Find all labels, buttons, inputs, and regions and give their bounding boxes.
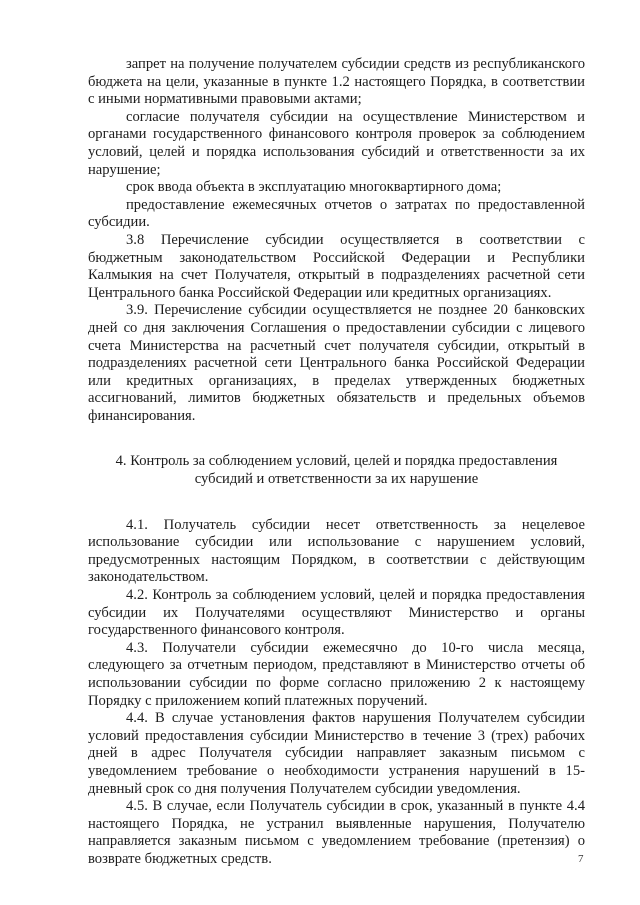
paragraph-4-5: 4.5. В случае, если Получатель субсидии в срок, указанный в пункте 4.4 настоящего Порядка, не устранил выявленные нарушения, Получателю направляется заказным письмом с уведомлением требование (претензия) о возврате бюджетных средств. — [88, 798, 585, 867]
paragraph-4-4: 4.4. В случае установления фактов нарушения Получателем субсидии условий предоставления субсидии Министерство в течение 3 (трех) рабочих дней в адрес Получателя субсидии направляет заказным письмом с уведомлением требование о необходимости устранения нарушений в 15-дневный срок со дня получения Получателем субсидии уведомления. — [88, 710, 585, 797]
paragraph-3-8: 3.8 Перечисление субсидии осуществляется в соответствии с бюджетным законодательством Российской Федерации и Республики Калмыкия на счет Получателя, открытый в подразделениях расчетной сети Центрального банка Российской Федерации или кредитных организациях. — [88, 231, 585, 301]
paragraph-4-1: 4.1. Получатель субсидии несет ответственность за нецелевое использование субсидии или использование с нарушением условий, предусмотренных настоящим Порядком, в соответствии с действующим законодательством. — [88, 516, 585, 586]
section-heading: 4. Контроль за соблюдением условий, целей и порядка предоставления субсидий и ответственности за их нарушение — [115, 453, 558, 488]
paragraph: согласие получателя субсидии на осуществление Министерством и органами государственного финансового контроля проверок за соблюдением условий, целей и порядка использования субсидий и ответственности за их нарушение; — [88, 108, 585, 178]
document-body — [88, 56, 585, 869]
page-number: 7 — [578, 853, 584, 865]
paragraph: запрет на получение получателем субсидии средств из республиканского бюджета на цели, указанные в пункте 1.2 настоящего Порядка, в соответствии с иными нормативными правовыми актами; — [88, 56, 585, 108]
paragraph: срок ввода объекта в эксплуатацию многоквартирного дома; — [126, 179, 502, 196]
paragraph-4-2: 4.2. Контроль за соблюдением условий, целей и порядка предоставления субсидии их Получателями осуществляют Министерство и органы государственного финансового контроля. — [88, 587, 585, 639]
paragraph-4-3: 4.3. Получатели субсидии ежемесячно до 10-го числа месяца, следующего за отчетным периодом, представляют в Министерство отчеты об использовании субсидии по форме согласно приложению 2 к настоящему Порядку с приложением копий платежных поручений. — [88, 639, 585, 709]
paragraph-3-9: 3.9. Перечисление субсидии осуществляется не позднее 20 банковских дней со дня заключения Соглашения о предоставлении субсидии с лицевого счета Министерства на расчетный счет получателя субсидии, открытый в подразделениях расчетной сети Центрального банка Российской Федерации или кредитных организациях, в пределах утвержденных бюджетных ассигнований, лимитов бюджетных обязательств и предельных объемов финансирования. — [88, 302, 585, 424]
paragraph: предоставление ежемесячных отчетов о затратах по предоставленной субсидии. — [88, 196, 585, 231]
